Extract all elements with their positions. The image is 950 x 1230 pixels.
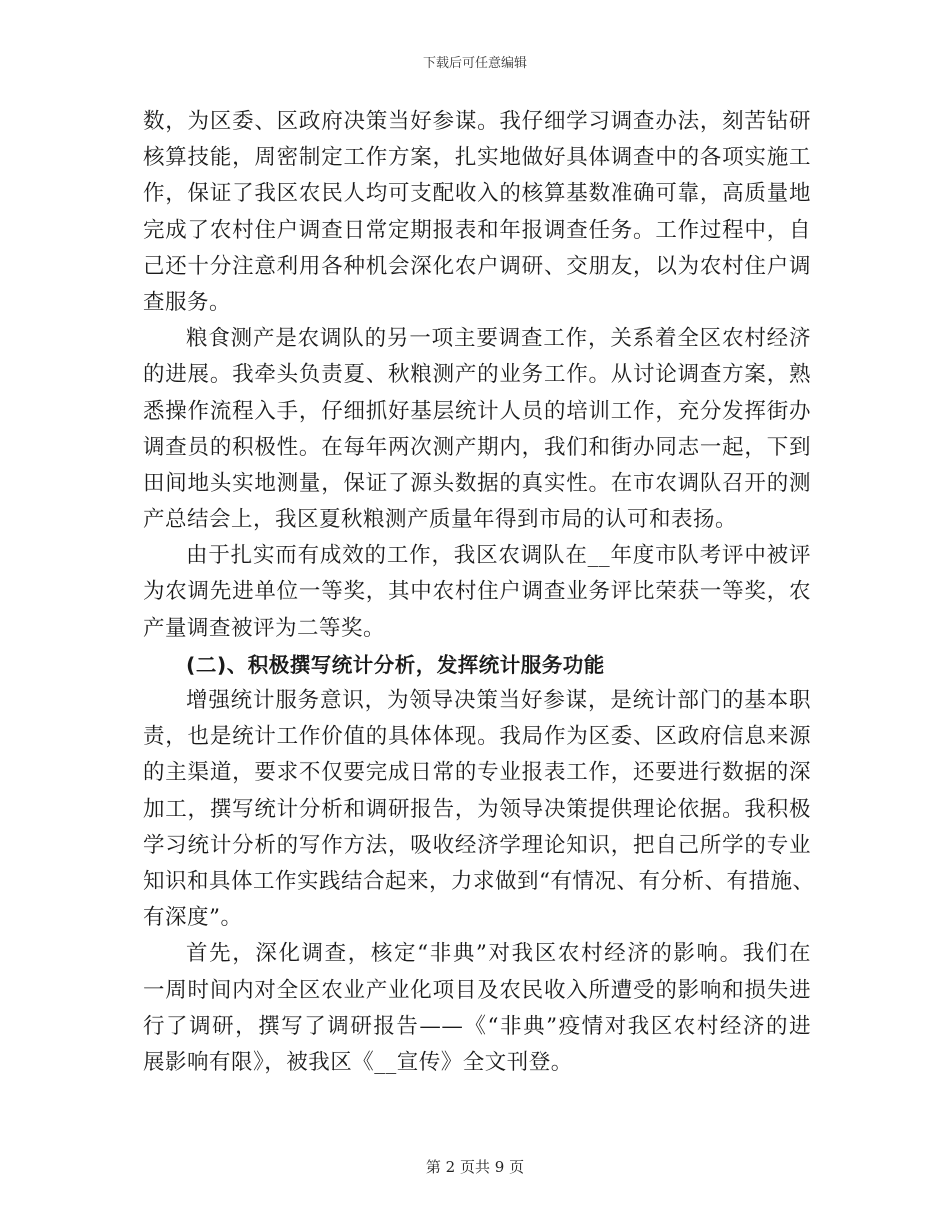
text-line: 作，保证了我区农民人均可支配收入的核算基数准确可靠，高质量地 <box>143 181 811 207</box>
text-line: 的进展。我牵头负责夏、秋粮测产的业务工作。从讨论调查方案，熟 <box>143 362 811 388</box>
text-line: 知识和具体工作实践结合起来，力求做到“有情况、有分析、有措施、 <box>143 868 815 894</box>
text-line: 调查员的积极性。在每年两次测产期内，我们和街办同志一起，下到 <box>143 434 811 460</box>
text-line: 为农调先进单位一等奖，其中农村住户调查业务评比荣获一等奖，农 <box>143 579 811 605</box>
text-line: 数，为区委、区政府决策当好参谋。我仔细学习调查办法，刻苦钻研 <box>143 109 811 134</box>
paragraph <box>143 936 811 1081</box>
text-line: 的主渠道，要求不仅要完成日常的专业报表工作，还要进行数据的深 <box>143 760 811 786</box>
text-line: 己还十分注意利用各种机会深化农户调研、交朋友，以为农村住户调 <box>143 253 811 279</box>
text-line: 田间地头实地测量，保证了源头数据的真实性。在市农调队召开的测 <box>143 470 811 496</box>
text-line: 查服务。 <box>143 289 232 315</box>
text-line: 学习统计分析的写作方法，吸收经济学理论知识，把自己所学的专业 <box>143 832 811 858</box>
text-line: 增强统计服务意识，为领导决策当好参谋，是统计部门的基本职 <box>186 688 811 713</box>
text-line: 核算技能，周密制定工作方案，扎实地做好具体调查中的各项实施工 <box>143 145 811 171</box>
page-footer: 第 2 页共 9 页 <box>425 1158 525 1176</box>
paragraph <box>143 683 815 936</box>
text-line: 产量调查被评为二等奖。 <box>143 615 386 641</box>
text-line: 产总结会上，我区夏秋粮测产质量年得到市局的认可和表扬。 <box>143 507 738 533</box>
text-line: 有深度”。 <box>143 905 243 931</box>
page-header: 下载后可任意编辑 <box>422 56 527 71</box>
paragraph <box>143 321 811 538</box>
text-line: 行了调研，撰写了调研报告——《“非典”疫情对我区农村经济的进 <box>143 1013 811 1039</box>
text-line: 由于扎实而有成效的工作，我区农调队在__年度市队考评中被评 <box>186 543 811 569</box>
paragraph <box>143 104 811 321</box>
section-heading: (二)、积极撰写统计分析，发挥统计服务功能 <box>186 652 605 677</box>
text-line: 责，也是统计工作价值的具体体现。我局作为区委、区政府信息来源 <box>143 724 811 750</box>
text-line: 首先，深化调查，核定“非典”对我区农村经济的影响。我们在 <box>186 941 811 967</box>
text-line: 粮食测产是农调队的另一项主要调查工作，关系着全区农村经济 <box>186 326 811 352</box>
text-line: 完成了农村住户调查日常定期报表和年报调查任务。工作过程中，自 <box>143 217 811 243</box>
text-line: 一周时间内对全区农业产业化项目及农民收入所遭受的影响和损失进 <box>143 977 811 1003</box>
document-body <box>143 104 815 1081</box>
text-line: 展影响有限》，被我区《__宣传》全文刊登。 <box>143 1049 573 1075</box>
text-line: 加工，撰写统计分析和调研报告，为领导决策提供理论依据。我积极 <box>143 796 811 822</box>
text-line: 悉操作流程入手，仔细抓好基层统计人员的培训工作，充分发挥街办 <box>143 398 811 424</box>
paragraph <box>143 538 811 647</box>
